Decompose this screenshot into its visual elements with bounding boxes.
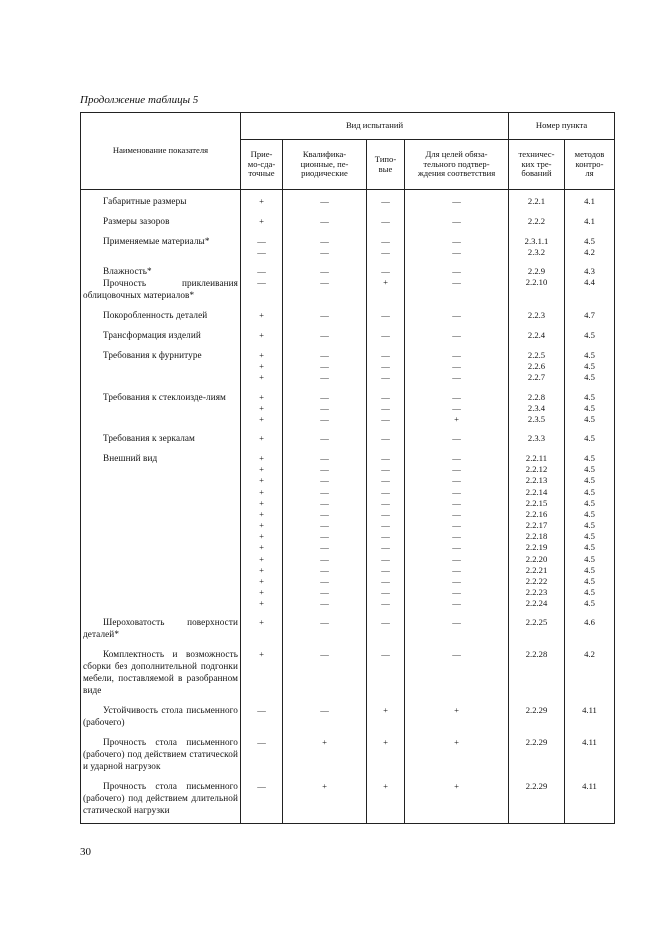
cell-qualification: — bbox=[283, 697, 367, 729]
cell-name: Шероховатость поверхности деталей* bbox=[81, 609, 241, 641]
cell-methods: 4.1 bbox=[565, 208, 615, 228]
table-row bbox=[81, 228, 615, 258]
cell-acceptance: + bbox=[241, 302, 283, 322]
cell-tech-req: 2.3.3 bbox=[509, 425, 565, 445]
cell-typical: + bbox=[367, 697, 405, 729]
cell-name: Комплектность и возможность сборки без дополнительной подгонки мебели, поставляемой в разобранном виде bbox=[81, 641, 241, 697]
cell-methods: 4.6 bbox=[565, 609, 615, 641]
cell-typical: — — — bbox=[367, 342, 405, 384]
cell-name: Внешний вид bbox=[81, 445, 241, 609]
cell-name: Габаритные размеры bbox=[81, 190, 241, 208]
cell-qualification: — — — — — — — — — — — — — — bbox=[283, 445, 367, 609]
table-row bbox=[81, 445, 615, 609]
cell-acceptance: + + + bbox=[241, 342, 283, 384]
cell-conformity: — — bbox=[405, 228, 509, 258]
cell-methods: 4.2 bbox=[565, 641, 615, 697]
cell-conformity: — bbox=[405, 208, 509, 228]
cell-qualification: + bbox=[283, 729, 367, 773]
cell-conformity: — — — — — — — — — — — — — — bbox=[405, 445, 509, 609]
cell-typical: — — — bbox=[367, 384, 405, 426]
cell-qualification: + bbox=[283, 773, 367, 823]
cell-methods: 4.5 4.5 4.5 bbox=[565, 342, 615, 384]
table-row bbox=[81, 208, 615, 228]
table-row bbox=[81, 773, 615, 823]
cell-typical: — bbox=[367, 302, 405, 322]
cell-typical: — bbox=[367, 641, 405, 697]
cell-conformity: — — — bbox=[405, 342, 509, 384]
cell-acceptance: — bbox=[241, 697, 283, 729]
cell-qualification: — bbox=[283, 322, 367, 342]
cell-conformity: — — + bbox=[405, 384, 509, 426]
cell-typical: + bbox=[367, 773, 405, 823]
cell-tech-req: 2.2.9 2.2.10 bbox=[509, 258, 565, 302]
cell-methods: 4.11 bbox=[565, 773, 615, 823]
cell-name: Прочность стола письменного (рабочего) под действием статической и ударной нагрузок bbox=[81, 729, 241, 773]
cell-tech-req: 2.2.3 bbox=[509, 302, 565, 322]
cell-methods: 4.11 bbox=[565, 729, 615, 773]
cell-tech-req: 2.2.5 2.2.6 2.2.7 bbox=[509, 342, 565, 384]
cell-name: Трансформация изделий bbox=[81, 322, 241, 342]
cell-acceptance: + + + + + + + + + + + + + + bbox=[241, 445, 283, 609]
cell-typical: — bbox=[367, 190, 405, 208]
cell-methods: 4.5 bbox=[565, 425, 615, 445]
cell-tech-req: 2.2.29 bbox=[509, 729, 565, 773]
table-body bbox=[81, 190, 615, 824]
cell-typical: — bbox=[367, 609, 405, 641]
cell-methods: 4.7 bbox=[565, 302, 615, 322]
table-row bbox=[81, 302, 615, 322]
header-name: Наименование показателя bbox=[81, 113, 241, 190]
header-typical: Типо- вые bbox=[367, 140, 405, 190]
data-table bbox=[80, 112, 615, 824]
cell-qualification: — bbox=[283, 425, 367, 445]
cell-acceptance: — bbox=[241, 773, 283, 823]
cell-methods: 4.5 4.5 4.5 4.5 4.5 4.5 4.5 4.5 4.5 4.5 4.5 4.5 4.5 4.5 bbox=[565, 445, 615, 609]
cell-acceptance: — — bbox=[241, 258, 283, 302]
cell-conformity: — bbox=[405, 425, 509, 445]
cell-tech-req: 2.3.1.1 2.3.2 bbox=[509, 228, 565, 258]
cell-tech-req: 2.2.1 bbox=[509, 190, 565, 208]
cell-qualification: — — — bbox=[283, 384, 367, 426]
cell-methods: 4.11 bbox=[565, 697, 615, 729]
cell-name: Прочность стола письменного (рабочего) под действием длительной статической нагрузки bbox=[81, 773, 241, 823]
cell-methods: 4.5 4.2 bbox=[565, 228, 615, 258]
header-qualification: Квалифика- ционные, пе- риодические bbox=[283, 140, 367, 190]
page-number: 30 bbox=[80, 846, 91, 858]
cell-methods: 4.1 bbox=[565, 190, 615, 208]
cell-acceptance: + bbox=[241, 322, 283, 342]
cell-name: Требования к фурнитуре bbox=[81, 342, 241, 384]
cell-tech-req: 2.2.11 2.2.12 2.2.13 2.2.14 2.2.15 2.2.16 2.2.17 2.2.18 2.2.19 2.2.20 2.2.21 2.2.22 2.2.23 2.2.24 bbox=[509, 445, 565, 609]
cell-qualification: — bbox=[283, 641, 367, 697]
cell-tech-req: 2.2.4 bbox=[509, 322, 565, 342]
cell-name: Применяемые материалы* bbox=[81, 228, 241, 258]
cell-tech-req: 2.2.29 bbox=[509, 773, 565, 823]
cell-tech-req: 2.2.25 bbox=[509, 609, 565, 641]
cell-conformity: — bbox=[405, 609, 509, 641]
cell-conformity: — — bbox=[405, 258, 509, 302]
cell-qualification: — — bbox=[283, 258, 367, 302]
cell-acceptance: + bbox=[241, 641, 283, 697]
cell-acceptance: + bbox=[241, 208, 283, 228]
table-row bbox=[81, 322, 615, 342]
cell-conformity: — bbox=[405, 190, 509, 208]
cell-methods: 4.3 4.4 bbox=[565, 258, 615, 302]
header-acceptance: Прие- мо-сда- точные bbox=[241, 140, 283, 190]
cell-conformity: + bbox=[405, 697, 509, 729]
cell-name: Размеры зазоров bbox=[81, 208, 241, 228]
table-row bbox=[81, 641, 615, 697]
cell-typical: — bbox=[367, 322, 405, 342]
cell-acceptance: + bbox=[241, 425, 283, 445]
cell-methods: 4.5 4.5 4.5 bbox=[565, 384, 615, 426]
header-tech-req: техничес- ких тре- бований bbox=[509, 140, 565, 190]
table-container bbox=[80, 112, 614, 824]
cell-name: Покоробленность деталей bbox=[81, 302, 241, 322]
cell-conformity: — bbox=[405, 302, 509, 322]
cell-acceptance: + bbox=[241, 190, 283, 208]
table-row bbox=[81, 425, 615, 445]
cell-tech-req: 2.2.2 bbox=[509, 208, 565, 228]
cell-conformity: — bbox=[405, 641, 509, 697]
header-test-type: Вид испытаний bbox=[241, 113, 509, 140]
cell-typical: — — bbox=[367, 228, 405, 258]
cell-name: Влажность* Прочность приклеивания облицовочных материалов* bbox=[81, 258, 241, 302]
cell-typical: — — — — — — — — — — — — — — bbox=[367, 445, 405, 609]
cell-conformity: — bbox=[405, 322, 509, 342]
table-row bbox=[81, 609, 615, 641]
table-row bbox=[81, 697, 615, 729]
table-row bbox=[81, 258, 615, 302]
header-conformity: Для целей обяза- тельного подтвер- ждения соответствия bbox=[405, 140, 509, 190]
cell-qualification: — bbox=[283, 208, 367, 228]
cell-acceptance: — bbox=[241, 729, 283, 773]
cell-tech-req: 2.2.28 bbox=[509, 641, 565, 697]
table-caption: Продолжение таблицы 5 bbox=[80, 94, 199, 106]
cell-typical: — + bbox=[367, 258, 405, 302]
cell-typical: + bbox=[367, 729, 405, 773]
cell-tech-req: 2.2.8 2.3.4 2.3.5 bbox=[509, 384, 565, 426]
cell-qualification: — bbox=[283, 609, 367, 641]
cell-acceptance: + bbox=[241, 609, 283, 641]
cell-qualification: — bbox=[283, 190, 367, 208]
cell-name: Устойчивость стола письменного (рабочего) bbox=[81, 697, 241, 729]
cell-acceptance: + + + bbox=[241, 384, 283, 426]
table-row bbox=[81, 384, 615, 426]
header-item-number: Номер пункта bbox=[509, 113, 615, 140]
table-row bbox=[81, 190, 615, 208]
cell-typical: — bbox=[367, 208, 405, 228]
cell-qualification: — — bbox=[283, 228, 367, 258]
cell-name: Требования к стеклоизде-лиям bbox=[81, 384, 241, 426]
cell-typical: — bbox=[367, 425, 405, 445]
cell-qualification: — — — bbox=[283, 342, 367, 384]
table-row bbox=[81, 729, 615, 773]
cell-acceptance: — — bbox=[241, 228, 283, 258]
cell-name: Требования к зеркалам bbox=[81, 425, 241, 445]
cell-qualification: — bbox=[283, 302, 367, 322]
cell-tech-req: 2.2.29 bbox=[509, 697, 565, 729]
cell-conformity: + bbox=[405, 729, 509, 773]
table-row bbox=[81, 342, 615, 384]
cell-conformity: + bbox=[405, 773, 509, 823]
header-methods: методов контро- ля bbox=[565, 140, 615, 190]
cell-methods: 4.5 bbox=[565, 322, 615, 342]
